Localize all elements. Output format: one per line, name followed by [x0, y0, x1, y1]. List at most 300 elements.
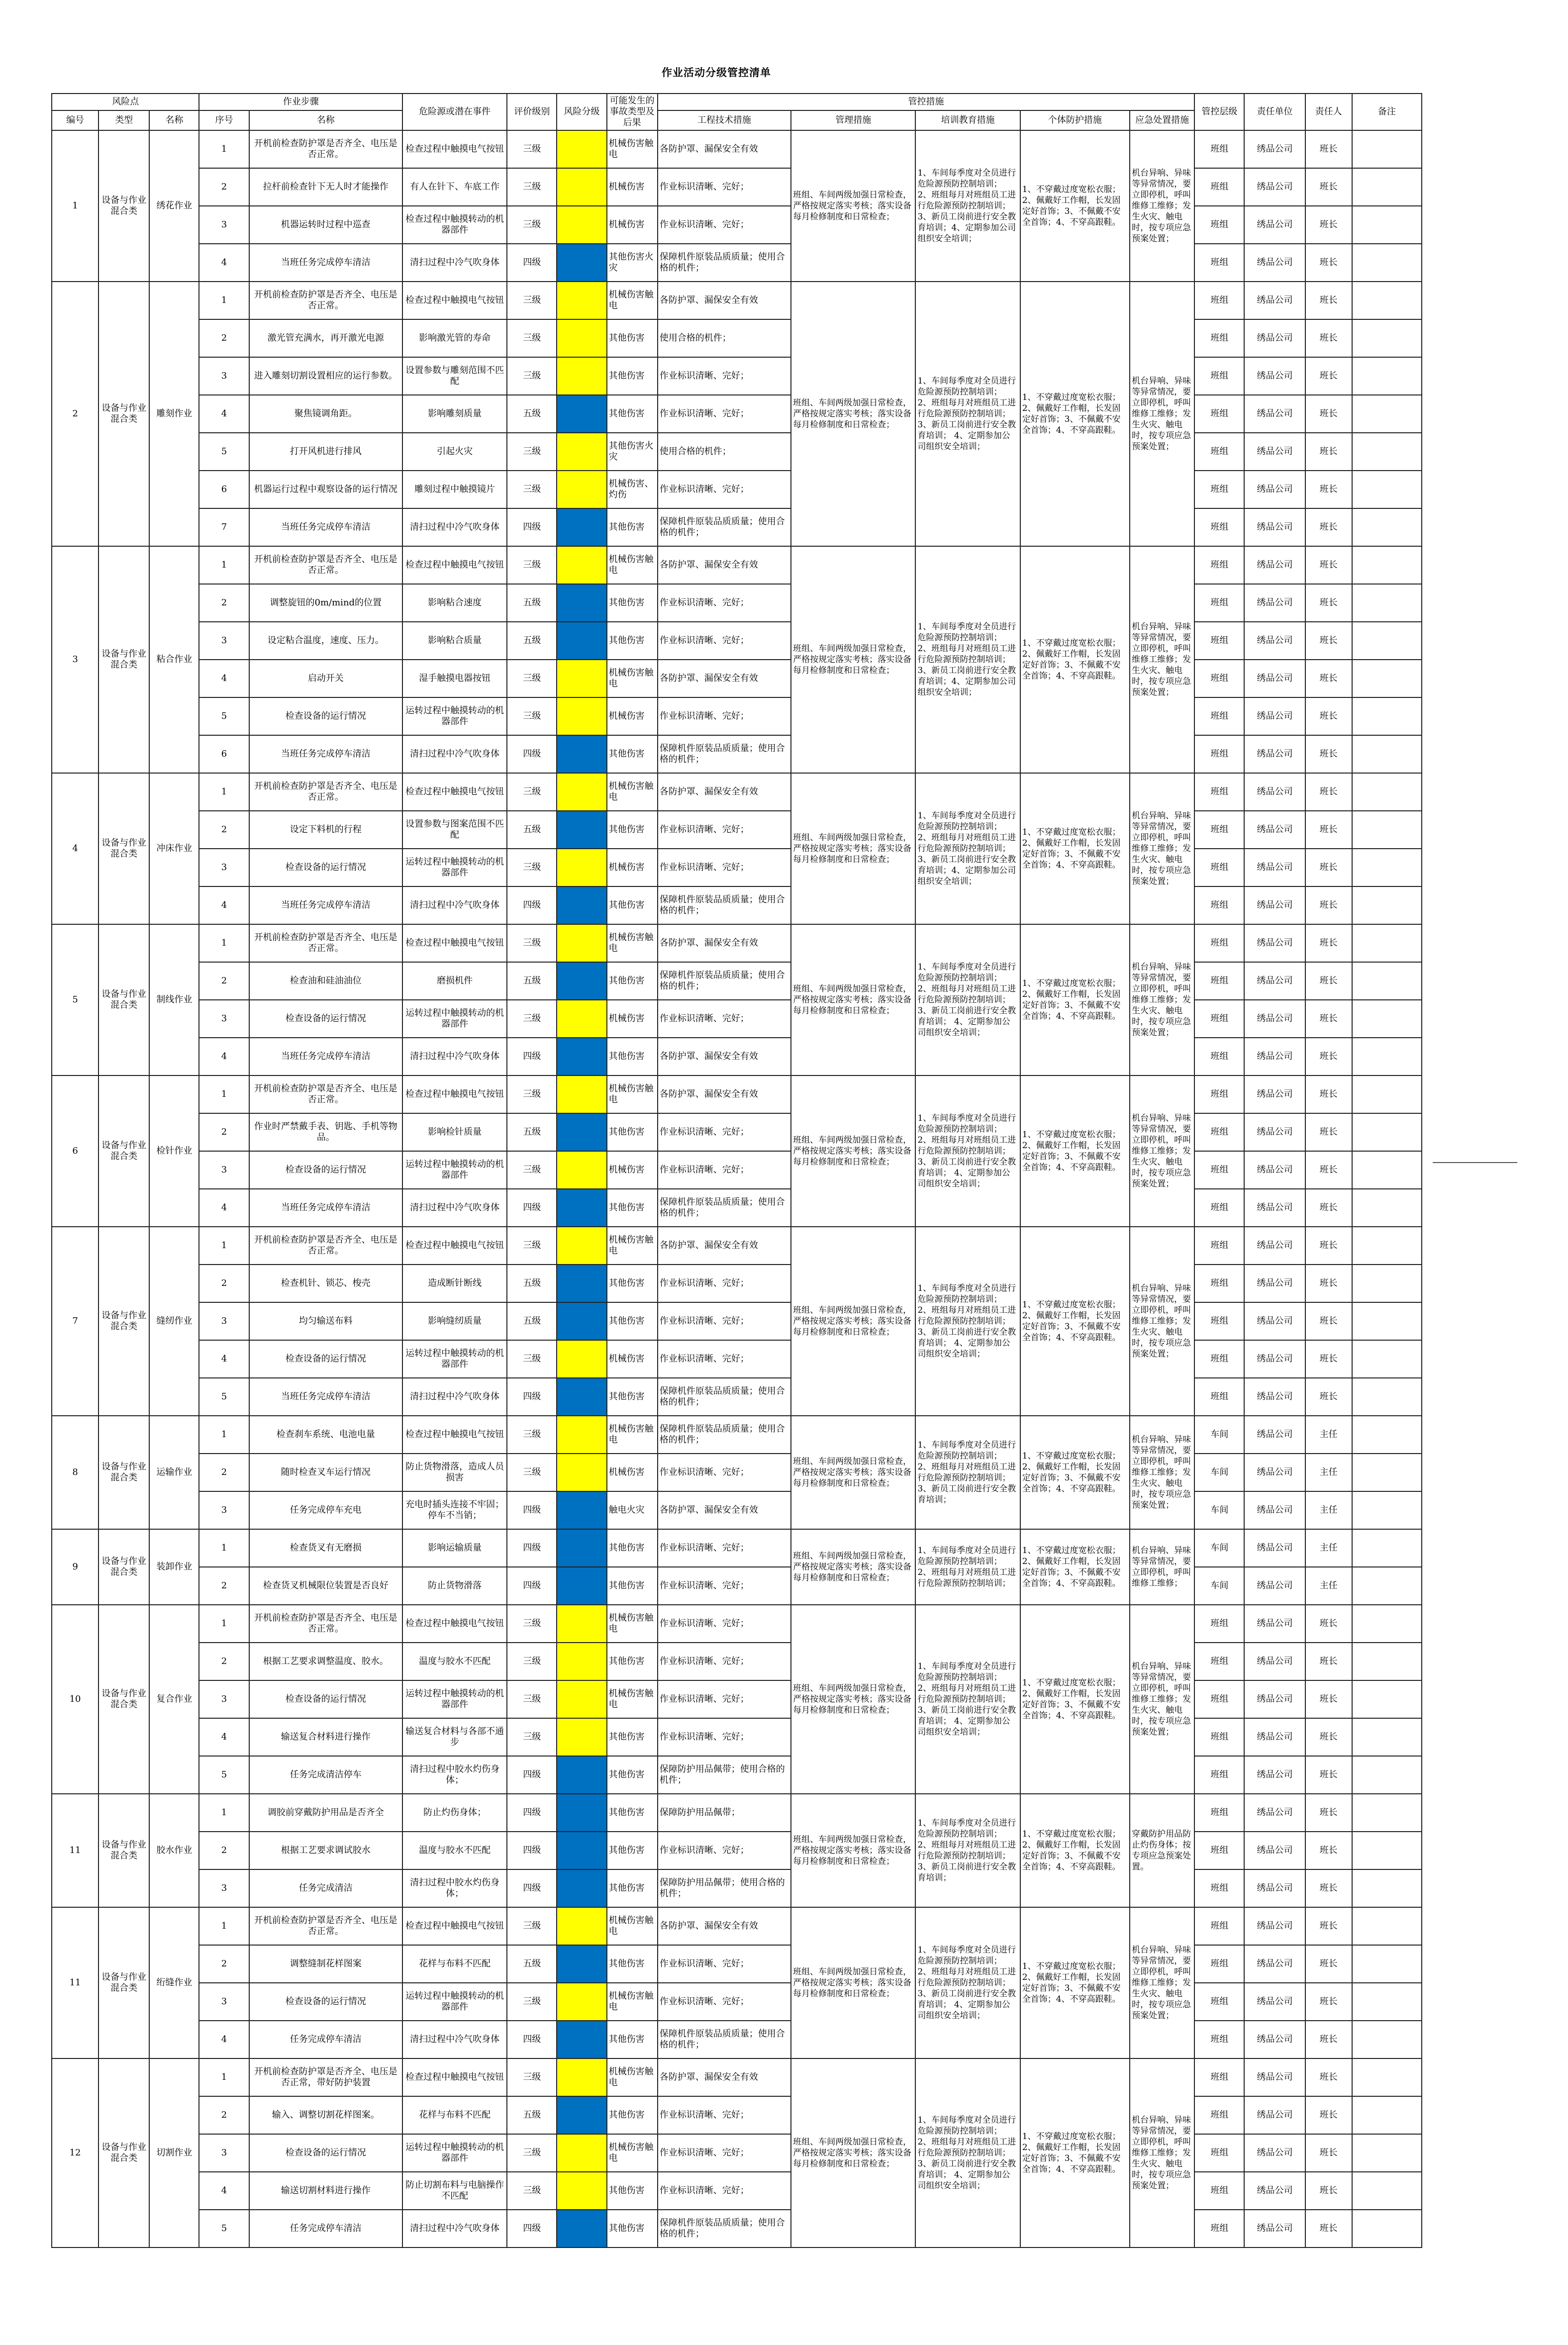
responsible-person-cell: 班长 [1305, 1227, 1352, 1265]
step-seq: 2 [199, 1265, 249, 1302]
engineering-measure-cell: 保障机件原装品质质量；使用合格的机件； [658, 508, 791, 546]
accident-type-cell: 机械伤害触电 [607, 2058, 658, 2096]
control-level-cell: 班组 [1194, 206, 1244, 244]
eval-level-cell: 四级 [507, 1794, 557, 1832]
risk-level-color-cell [557, 1983, 606, 2021]
hazard-cell: 花样与布料不匹配 [402, 1945, 507, 1983]
risk-level-color-cell [557, 1756, 606, 1794]
hazard-cell: 充电时插头连接不牢固；停车不当销； [402, 1491, 507, 1529]
step-seq: 4 [199, 2172, 249, 2210]
responsible-unit-cell: 绣品公司 [1244, 244, 1305, 282]
accident-type-cell: 机械伤害 [607, 206, 658, 244]
ppe-measure-cell: 1、不穿戴过度宽松衣服；2、佩戴好工作帽，长发固定好首饰；3、不佩戴不安全首饰；4、不穿高跟鞋。 [1020, 924, 1130, 1075]
control-level-cell: 班组 [1194, 735, 1244, 773]
risk-point-number: 12 [52, 2058, 98, 2247]
ppe-measure-cell: 1、不穿戴过度宽松衣服；2、佩戴好工作帽，长发固定好首饰；3、不佩戴不安全首饰；4、不穿高跟鞋。 [1020, 1075, 1130, 1227]
step-seq: 2 [199, 584, 249, 622]
eval-level-cell: 四级 [507, 2210, 557, 2247]
risk-level-color-cell [557, 2172, 606, 2210]
risk-level-color-cell [557, 2134, 606, 2172]
margin-line [1433, 1162, 1517, 1163]
engineering-measure-cell: 保障防护用品佩带；使用合格的机件； [658, 1756, 791, 1794]
step-seq: 3 [199, 1302, 249, 1340]
responsible-person-cell: 班长 [1305, 1945, 1352, 1983]
responsible-unit-cell: 绣品公司 [1244, 1680, 1305, 1718]
responsible-person-cell: 班长 [1305, 811, 1352, 849]
responsible-unit-cell: 绣品公司 [1244, 584, 1305, 622]
step-seq: 3 [199, 2134, 249, 2172]
header-emergency: 应急处置措施 [1130, 110, 1194, 130]
ppe-measure-cell: 1、不穿戴过度宽松衣服；2、佩戴好工作帽，长发固定好首饰；3、不佩戴不安全首饰；4、不穿高跟鞋。 [1020, 2058, 1130, 2247]
engineering-measure-cell: 作业标识清晰、完好； [658, 1718, 791, 1756]
ppe-measure-cell: 1、不穿戴过度宽松衣服；2、佩戴好工作帽，长发固定好首饰；3、不佩戴不安全首饰；4、不穿高跟鞋。 [1020, 130, 1130, 282]
table-row [52, 2058, 1422, 2096]
responsible-person-cell: 班长 [1305, 2210, 1352, 2247]
risk-level-color-cell [557, 206, 606, 244]
emergency-measure-cell: 机台异响、异味等异常情况，要立即停机，呼叫维修工维修；发生火灾、触电时，按专项应急预案处置； [1130, 1416, 1194, 1529]
engineering-measure-cell: 各防护罩、漏保安全有效 [658, 1075, 791, 1113]
eval-level-cell: 四级 [507, 735, 557, 773]
hazard-cell: 清扫过程中冷气吹身体 [402, 2021, 507, 2058]
risk-level-color-cell [557, 924, 606, 962]
table-row [52, 1832, 1422, 1869]
remark-cell [1352, 1680, 1422, 1718]
step-seq: 3 [199, 1000, 249, 1038]
eval-level-cell: 五级 [507, 962, 557, 1000]
risk-point-type: 设备与作业混合类 [98, 773, 149, 924]
remark-cell [1352, 1378, 1422, 1416]
risk-point-name: 绣花作业 [149, 130, 199, 282]
control-level-cell: 班组 [1194, 2096, 1244, 2134]
emergency-measure-cell: 机台异响、异味等异常情况，要立即停机，呼叫维修工维修；发生火灾、触电时，按专项应急预案处置； [1130, 924, 1194, 1075]
step-seq: 2 [199, 1643, 249, 1680]
accident-type-cell: 其他伤害 [607, 584, 658, 622]
responsible-person-cell: 班长 [1305, 1340, 1352, 1378]
accident-type-cell: 其他伤害火灾 [607, 433, 658, 471]
management-measure-cell: 班组、车间两级加强日常检查，严格按规定落实考核；落实设备每月检修制度和日常检查； [791, 1227, 915, 1416]
responsible-person-cell: 班长 [1305, 1643, 1352, 1680]
responsible-unit-cell: 绣品公司 [1244, 2172, 1305, 2210]
risk-point-number: 1 [52, 130, 98, 282]
risk-point-name: 制线作业 [149, 924, 199, 1075]
step-seq: 3 [199, 1680, 249, 1718]
remark-cell [1352, 130, 1422, 168]
responsible-person-cell: 班长 [1305, 1075, 1352, 1113]
responsible-unit-cell: 绣品公司 [1244, 395, 1305, 433]
table-row [52, 319, 1422, 357]
table-row [52, 697, 1422, 735]
eval-level-cell: 三级 [507, 1227, 557, 1265]
accident-type-cell: 其他伤害 [607, 1038, 658, 1075]
responsible-unit-cell: 绣品公司 [1244, 849, 1305, 886]
step-seq: 1 [199, 1794, 249, 1832]
risk-level-color-cell [557, 1907, 606, 1945]
accident-type-cell: 其他伤害 [607, 1869, 658, 1907]
accident-type-cell: 其他伤害 [607, 886, 658, 924]
header-row-1 [52, 94, 1422, 110]
step-name: 聚焦镜调角距。 [249, 395, 402, 433]
hazard-cell: 清扫过程中冷气吹身体 [402, 1038, 507, 1075]
responsible-person-cell: 班长 [1305, 508, 1352, 546]
risk-level-color-cell [557, 2058, 606, 2096]
responsible-person-cell: 班长 [1305, 1000, 1352, 1038]
step-name: 任务完成停车清洁 [249, 2021, 402, 2058]
eval-level-cell: 三级 [507, 1983, 557, 2021]
step-seq: 1 [199, 282, 249, 319]
table-row [52, 1907, 1422, 1945]
header-hazard: 危险源或潜在事件 [402, 94, 507, 130]
responsible-unit-cell: 绣品公司 [1244, 1567, 1305, 1605]
step-seq: 1 [199, 924, 249, 962]
remark-cell [1352, 1832, 1422, 1869]
hazard-cell: 造成断针断线 [402, 1265, 507, 1302]
table-row [52, 206, 1422, 244]
step-name: 当班任务完成停车清洁 [249, 735, 402, 773]
eval-level-cell: 四级 [507, 508, 557, 546]
accident-type-cell: 机械伤害触电 [607, 1416, 658, 1454]
risk-level-color-cell [557, 244, 606, 282]
responsible-unit-cell: 绣品公司 [1244, 735, 1305, 773]
step-seq: 5 [199, 1756, 249, 1794]
step-seq: 4 [199, 1340, 249, 1378]
risk-point-name: 装卸作业 [149, 1529, 199, 1605]
control-level-cell: 班组 [1194, 2134, 1244, 2172]
table-row [52, 1113, 1422, 1151]
remark-cell [1352, 924, 1422, 962]
risk-point-type: 设备与作业混合类 [98, 1605, 149, 1794]
responsible-unit-cell: 绣品公司 [1244, 1718, 1305, 1756]
responsible-unit-cell: 绣品公司 [1244, 433, 1305, 471]
step-name: 当班任务完成停车清洁 [249, 1038, 402, 1075]
accident-type-cell: 机械伤害 [607, 849, 658, 886]
table-row [52, 1038, 1422, 1075]
risk-point-number: 11 [52, 1907, 98, 2058]
control-level-cell: 班组 [1194, 1075, 1244, 1113]
accident-type-cell: 机械伤害 [607, 1454, 658, 1491]
responsible-person-cell: 班长 [1305, 206, 1352, 244]
risk-point-type: 设备与作业混合类 [98, 546, 149, 773]
accident-type-cell: 机械伤害、灼伤 [607, 471, 658, 508]
responsible-unit-cell: 绣品公司 [1244, 282, 1305, 319]
accident-type-cell: 机械伤害触电 [607, 282, 658, 319]
step-seq: 4 [199, 1038, 249, 1075]
hazard-cell: 清扫过程中冷气吹身体 [402, 244, 507, 282]
remark-cell [1352, 849, 1422, 886]
table-row [52, 1567, 1422, 1605]
risk-level-color-cell [557, 697, 606, 735]
accident-type-cell: 机械伤害触电 [607, 1680, 658, 1718]
responsible-unit-cell: 绣品公司 [1244, 1794, 1305, 1832]
engineering-measure-cell: 各防护罩、漏保安全有效 [658, 130, 791, 168]
responsible-person-cell: 主任 [1305, 1454, 1352, 1491]
control-level-cell: 班组 [1194, 886, 1244, 924]
accident-type-cell: 机械伤害触电 [607, 1605, 658, 1643]
table-row [52, 1756, 1422, 1794]
header-person: 责任人 [1305, 94, 1352, 130]
step-name: 当班任务完成停车清洁 [249, 244, 402, 282]
responsible-person-cell: 班长 [1305, 282, 1352, 319]
remark-cell [1352, 1567, 1422, 1605]
control-level-cell: 班组 [1194, 1227, 1244, 1265]
step-name: 进入雕刻切割设置相应的运行参数。 [249, 357, 402, 395]
emergency-measure-cell: 机台异响、异味等异常情况，要立即停机，呼叫维修工维修；发生火灾、触电时，按专项应急预案处置； [1130, 2058, 1194, 2247]
step-name: 开机前检查防护罩是否齐全、电压是否正常。 [249, 1605, 402, 1643]
emergency-measure-cell: 穿戴防护用品防止灼伤身体；按专项应急预案处置。 [1130, 1794, 1194, 1907]
risk-point-name: 切割作业 [149, 2058, 199, 2247]
responsible-person-cell: 班长 [1305, 1151, 1352, 1189]
eval-level-cell: 三级 [507, 319, 557, 357]
responsible-person-cell: 主任 [1305, 1567, 1352, 1605]
emergency-measure-cell: 机台异响、异味等异常情况，要立即停机，呼叫维修工维修；发生火灾、触电时，按专项应急预案处置； [1130, 773, 1194, 924]
control-level-cell: 班组 [1194, 395, 1244, 433]
hazard-cell: 湿手触摸电器按钮 [402, 660, 507, 697]
step-name: 设定粘合温度，速度、压力。 [249, 622, 402, 660]
emergency-measure-cell: 机台异响、异味等异常情况，要立即停机，呼叫维修工维修；发生火灾、触电时，按专项应急预案处置； [1130, 1075, 1194, 1227]
management-measure-cell: 班组、车间两级加强日常检查，严格按规定落实考核；落实设备每月检修制度和日常检查； [791, 1529, 915, 1605]
risk-point-name: 粘合作业 [149, 546, 199, 773]
step-name: 检查机针、锁芯、梭壳 [249, 1265, 402, 1302]
control-level-cell: 班组 [1194, 1189, 1244, 1227]
risk-point-type: 设备与作业混合类 [98, 130, 149, 282]
control-level-cell: 车间 [1194, 1416, 1244, 1454]
responsible-unit-cell: 绣品公司 [1244, 130, 1305, 168]
header-no: 编号 [52, 110, 98, 130]
eval-level-cell: 三级 [507, 1340, 557, 1378]
step-name: 输送切割材料进行操作 [249, 2172, 402, 2210]
engineering-measure-cell: 使用合格的机件； [658, 433, 791, 471]
responsible-unit-cell: 绣品公司 [1244, 1605, 1305, 1643]
ppe-measure-cell: 1、不穿戴过度宽松衣服；2、佩戴好工作帽，长发固定好首饰；3、不佩戴不安全首饰；4、不穿高跟鞋。 [1020, 1529, 1130, 1605]
engineering-measure-cell: 各防护罩、漏保安全有效 [658, 660, 791, 697]
eval-level-cell: 五级 [507, 1945, 557, 1983]
accident-type-cell: 其他伤害火灾 [607, 244, 658, 282]
table-body [52, 130, 1422, 2247]
control-level-cell: 班组 [1194, 773, 1244, 811]
remark-cell [1352, 357, 1422, 395]
risk-level-color-cell [557, 1302, 606, 1340]
step-name: 检查油和硅油油位 [249, 962, 402, 1000]
step-name: 当班任务完成停车清洁 [249, 886, 402, 924]
training-measure-cell: 1、车间每季度对全员进行危险源预防控制培训； 2、班组每月对班组员工进行危险源预防控制培训； 3、新员工岗前进行安全教育培训； [915, 1794, 1020, 1907]
remark-cell [1352, 1605, 1422, 1643]
risk-level-color-cell [557, 1000, 606, 1038]
eval-level-cell: 三级 [507, 1907, 557, 1945]
ppe-measure-cell: 1、不穿戴过度宽松衣服；2、佩戴好工作帽，长发固定好首饰；3、不佩戴不安全首饰；4、不穿高跟鞋。 [1020, 773, 1130, 924]
step-seq: 1 [199, 1907, 249, 1945]
eval-level-cell: 三级 [507, 660, 557, 697]
accident-type-cell: 其他伤害 [607, 1302, 658, 1340]
remark-cell [1352, 735, 1422, 773]
engineering-measure-cell: 保障机件原装品质质量；使用合格的机件； [658, 1416, 791, 1454]
table-row [52, 1340, 1422, 1378]
eval-level-cell: 三级 [507, 1151, 557, 1189]
responsible-person-cell: 班长 [1305, 1605, 1352, 1643]
remark-cell [1352, 2096, 1422, 2134]
step-name: 检查设备的运行情况 [249, 697, 402, 735]
eval-level-cell: 三级 [507, 471, 557, 508]
table-row [52, 1075, 1422, 1113]
step-seq: 2 [199, 168, 249, 206]
step-name: 输入、调整切割花样图案。 [249, 2096, 402, 2134]
risk-point-name: 冲床作业 [149, 773, 199, 924]
eval-level-cell: 四级 [507, 1491, 557, 1529]
engineering-measure-cell: 作业标识清晰、完好； [658, 1680, 791, 1718]
remark-cell [1352, 622, 1422, 660]
step-seq: 4 [199, 886, 249, 924]
ppe-measure-cell: 1、不穿戴过度宽松衣服；2、佩戴好工作帽，长发固定好首饰；3、不佩戴不安全首饰；4、不穿高跟鞋。 [1020, 1794, 1130, 1907]
risk-level-color-cell [557, 319, 606, 357]
risk-level-color-cell [557, 1491, 606, 1529]
control-level-cell: 班组 [1194, 130, 1244, 168]
responsible-unit-cell: 绣品公司 [1244, 1189, 1305, 1227]
responsible-person-cell: 班长 [1305, 2021, 1352, 2058]
responsible-unit-cell: 绣品公司 [1244, 206, 1305, 244]
engineering-measure-cell: 各防护罩、漏保安全有效 [658, 773, 791, 811]
responsible-unit-cell: 绣品公司 [1244, 1529, 1305, 1567]
accident-type-cell: 其他伤害 [607, 395, 658, 433]
engineering-measure-cell: 保障防护用品佩带； [658, 1794, 791, 1832]
risk-level-color-cell [557, 1605, 606, 1643]
responsible-unit-cell: 绣品公司 [1244, 1340, 1305, 1378]
header-ppe: 个体防护措施 [1020, 110, 1130, 130]
responsible-person-cell: 主任 [1305, 1416, 1352, 1454]
eval-level-cell: 三级 [507, 546, 557, 584]
responsible-unit-cell: 绣品公司 [1244, 1869, 1305, 1907]
step-name: 开机前检查防护罩是否齐全、电压是否正常。 [249, 773, 402, 811]
accident-type-cell: 机械伤害触电 [607, 1227, 658, 1265]
training-measure-cell: 1、车间每季度对全员进行危险源预防控制培训； 2、班组每月对班组员工进行危险源预防控制培训； 3、新员工岗前进行安全教育培训； 4、定期参加公司组织安全培训； [915, 1605, 1020, 1794]
training-measure-cell: 1、车间每季度对全员进行危险源预防控制培训； 2、班组每月对班组员工进行危险源预防控制培训； 3、新员工岗前进行安全教育培训； 4、定期参加公司组织安全培训； [915, 2058, 1020, 2247]
hazard-cell: 输送复合材料与各部不通步 [402, 1718, 507, 1756]
remark-cell [1352, 471, 1422, 508]
header-engineering: 工程技术措施 [658, 110, 791, 130]
hazard-cell: 运转过程中触摸转动的机器部件 [402, 697, 507, 735]
responsible-person-cell: 班长 [1305, 1113, 1352, 1151]
hazard-cell: 检查过程中触摸电气按钮 [402, 1605, 507, 1643]
engineering-measure-cell: 作业标识清晰、完好； [658, 168, 791, 206]
control-level-cell: 班组 [1194, 2210, 1244, 2247]
hazard-cell: 运转过程中触摸转动的机器部件 [402, 1340, 507, 1378]
table-row [52, 357, 1422, 395]
eval-level-cell: 四级 [507, 886, 557, 924]
table-row [52, 622, 1422, 660]
remark-cell [1352, 1340, 1422, 1378]
table-row [52, 508, 1422, 546]
responsible-unit-cell: 绣品公司 [1244, 2021, 1305, 2058]
step-name: 调整缝制花样图案 [249, 1945, 402, 1983]
risk-point-name: 检针作业 [149, 1075, 199, 1227]
responsible-person-cell: 班长 [1305, 1718, 1352, 1756]
control-level-cell: 班组 [1194, 1000, 1244, 1038]
risk-point-name: 雕刻作业 [149, 282, 199, 546]
management-measure-cell: 班组、车间两级加强日常检查，严格按规定落实考核；落实设备每月检修制度和日常检查； [791, 1416, 915, 1529]
control-level-cell: 班组 [1194, 2021, 1244, 2058]
responsible-person-cell: 班长 [1305, 2134, 1352, 2172]
remark-cell [1352, 1113, 1422, 1151]
control-level-cell: 班组 [1194, 508, 1244, 546]
hazard-cell: 检查过程中触摸电气按钮 [402, 1075, 507, 1113]
responsible-unit-cell: 绣品公司 [1244, 2058, 1305, 2096]
step-seq: 1 [199, 130, 249, 168]
responsible-person-cell: 班长 [1305, 168, 1352, 206]
hazard-cell: 影响检针质量 [402, 1113, 507, 1151]
step-seq: 5 [199, 433, 249, 471]
control-level-cell: 班组 [1194, 2058, 1244, 2096]
accident-type-cell: 机械伤害触电 [607, 1075, 658, 1113]
risk-point-name: 缝纫作业 [149, 1227, 199, 1416]
step-seq: 2 [199, 962, 249, 1000]
step-seq: 1 [199, 1605, 249, 1643]
accident-type-cell: 机械伤害触电 [607, 660, 658, 697]
risk-level-color-cell [557, 1151, 606, 1189]
eval-level-cell: 五级 [507, 584, 557, 622]
document-title: 作业活动分级管控清单 [662, 66, 771, 79]
hazard-cell: 磨损机件 [402, 962, 507, 1000]
engineering-measure-cell: 作业标识清晰、完好； [658, 1340, 791, 1378]
hazard-cell: 检查过程中触摸电气按钮 [402, 546, 507, 584]
risk-level-color-cell [557, 811, 606, 849]
step-name: 检查设备的运行情况 [249, 1983, 402, 2021]
remark-cell [1352, 1075, 1422, 1113]
hazard-cell: 清扫过程中冷气吹身体 [402, 508, 507, 546]
hazard-cell: 设置参数与雕刻范围不匹配 [402, 357, 507, 395]
responsible-unit-cell: 绣品公司 [1244, 1000, 1305, 1038]
control-level-cell: 班组 [1194, 697, 1244, 735]
engineering-measure-cell: 作业标识清晰、完好； [658, 697, 791, 735]
hazard-cell: 检查过程中触摸电气按钮 [402, 2058, 507, 2096]
engineering-measure-cell: 作业标识清晰、完好； [658, 1151, 791, 1189]
eval-level-cell: 三级 [507, 1416, 557, 1454]
accident-type-cell: 其他伤害 [607, 1529, 658, 1567]
control-level-cell: 班组 [1194, 1983, 1244, 2021]
control-level-cell: 班组 [1194, 357, 1244, 395]
remark-cell [1352, 2172, 1422, 2210]
accident-type-cell: 其他伤害 [607, 1643, 658, 1680]
header-step-name: 名称 [249, 110, 402, 130]
hazard-cell: 有人在针下、车底工作 [402, 168, 507, 206]
engineering-measure-cell: 保障防护用品佩带；使用合格的机件； [658, 1869, 791, 1907]
remark-cell [1352, 282, 1422, 319]
responsible-unit-cell: 绣品公司 [1244, 1151, 1305, 1189]
management-measure-cell: 班组、车间两级加强日常检查，严格按规定落实考核；落实设备每月检修制度和日常检查； [791, 1907, 915, 2058]
eval-level-cell: 四级 [507, 1756, 557, 1794]
management-measure-cell: 班组、车间两级加强日常检查，严格按规定落实考核；落实设备每月检修制度和日常检查； [791, 773, 915, 924]
engineering-measure-cell: 保障机件原装品质质量；使用合格的机件； [658, 886, 791, 924]
management-measure-cell: 班组、车间两级加强日常检查，严格按规定落实考核；落实设备每月检修制度和日常检查； [791, 1605, 915, 1794]
step-name: 输送复合材料进行操作 [249, 1718, 402, 1756]
eval-level-cell: 五级 [507, 622, 557, 660]
step-name: 开机前检查防护罩是否齐全、电压是否正常。 [249, 1075, 402, 1113]
engineering-measure-cell: 保障机件原装品质质量；使用合格的机件； [658, 2210, 791, 2247]
accident-type-cell: 其他伤害 [607, 811, 658, 849]
step-name: 检查设备的运行情况 [249, 849, 402, 886]
management-measure-cell: 班组、车间两级加强日常检查，严格按规定落实考核；落实设备每月检修制度和日常检查； [791, 282, 915, 546]
eval-level-cell: 五级 [507, 1113, 557, 1151]
responsible-unit-cell: 绣品公司 [1244, 1491, 1305, 1529]
risk-point-name: 复合作业 [149, 1605, 199, 1794]
accident-type-cell: 其他伤害 [607, 1718, 658, 1756]
table-row [52, 735, 1422, 773]
accident-type-cell: 其他伤害 [607, 622, 658, 660]
control-level-cell: 班组 [1194, 1643, 1244, 1680]
hazard-cell: 检查过程中触摸电气按钮 [402, 773, 507, 811]
step-name: 任务完成停车清洁 [249, 2210, 402, 2247]
remark-cell [1352, 1945, 1422, 1983]
risk-level-color-cell [557, 773, 606, 811]
eval-level-cell: 三级 [507, 924, 557, 962]
table-row [52, 1000, 1422, 1038]
accident-type-cell: 其他伤害 [607, 1832, 658, 1869]
